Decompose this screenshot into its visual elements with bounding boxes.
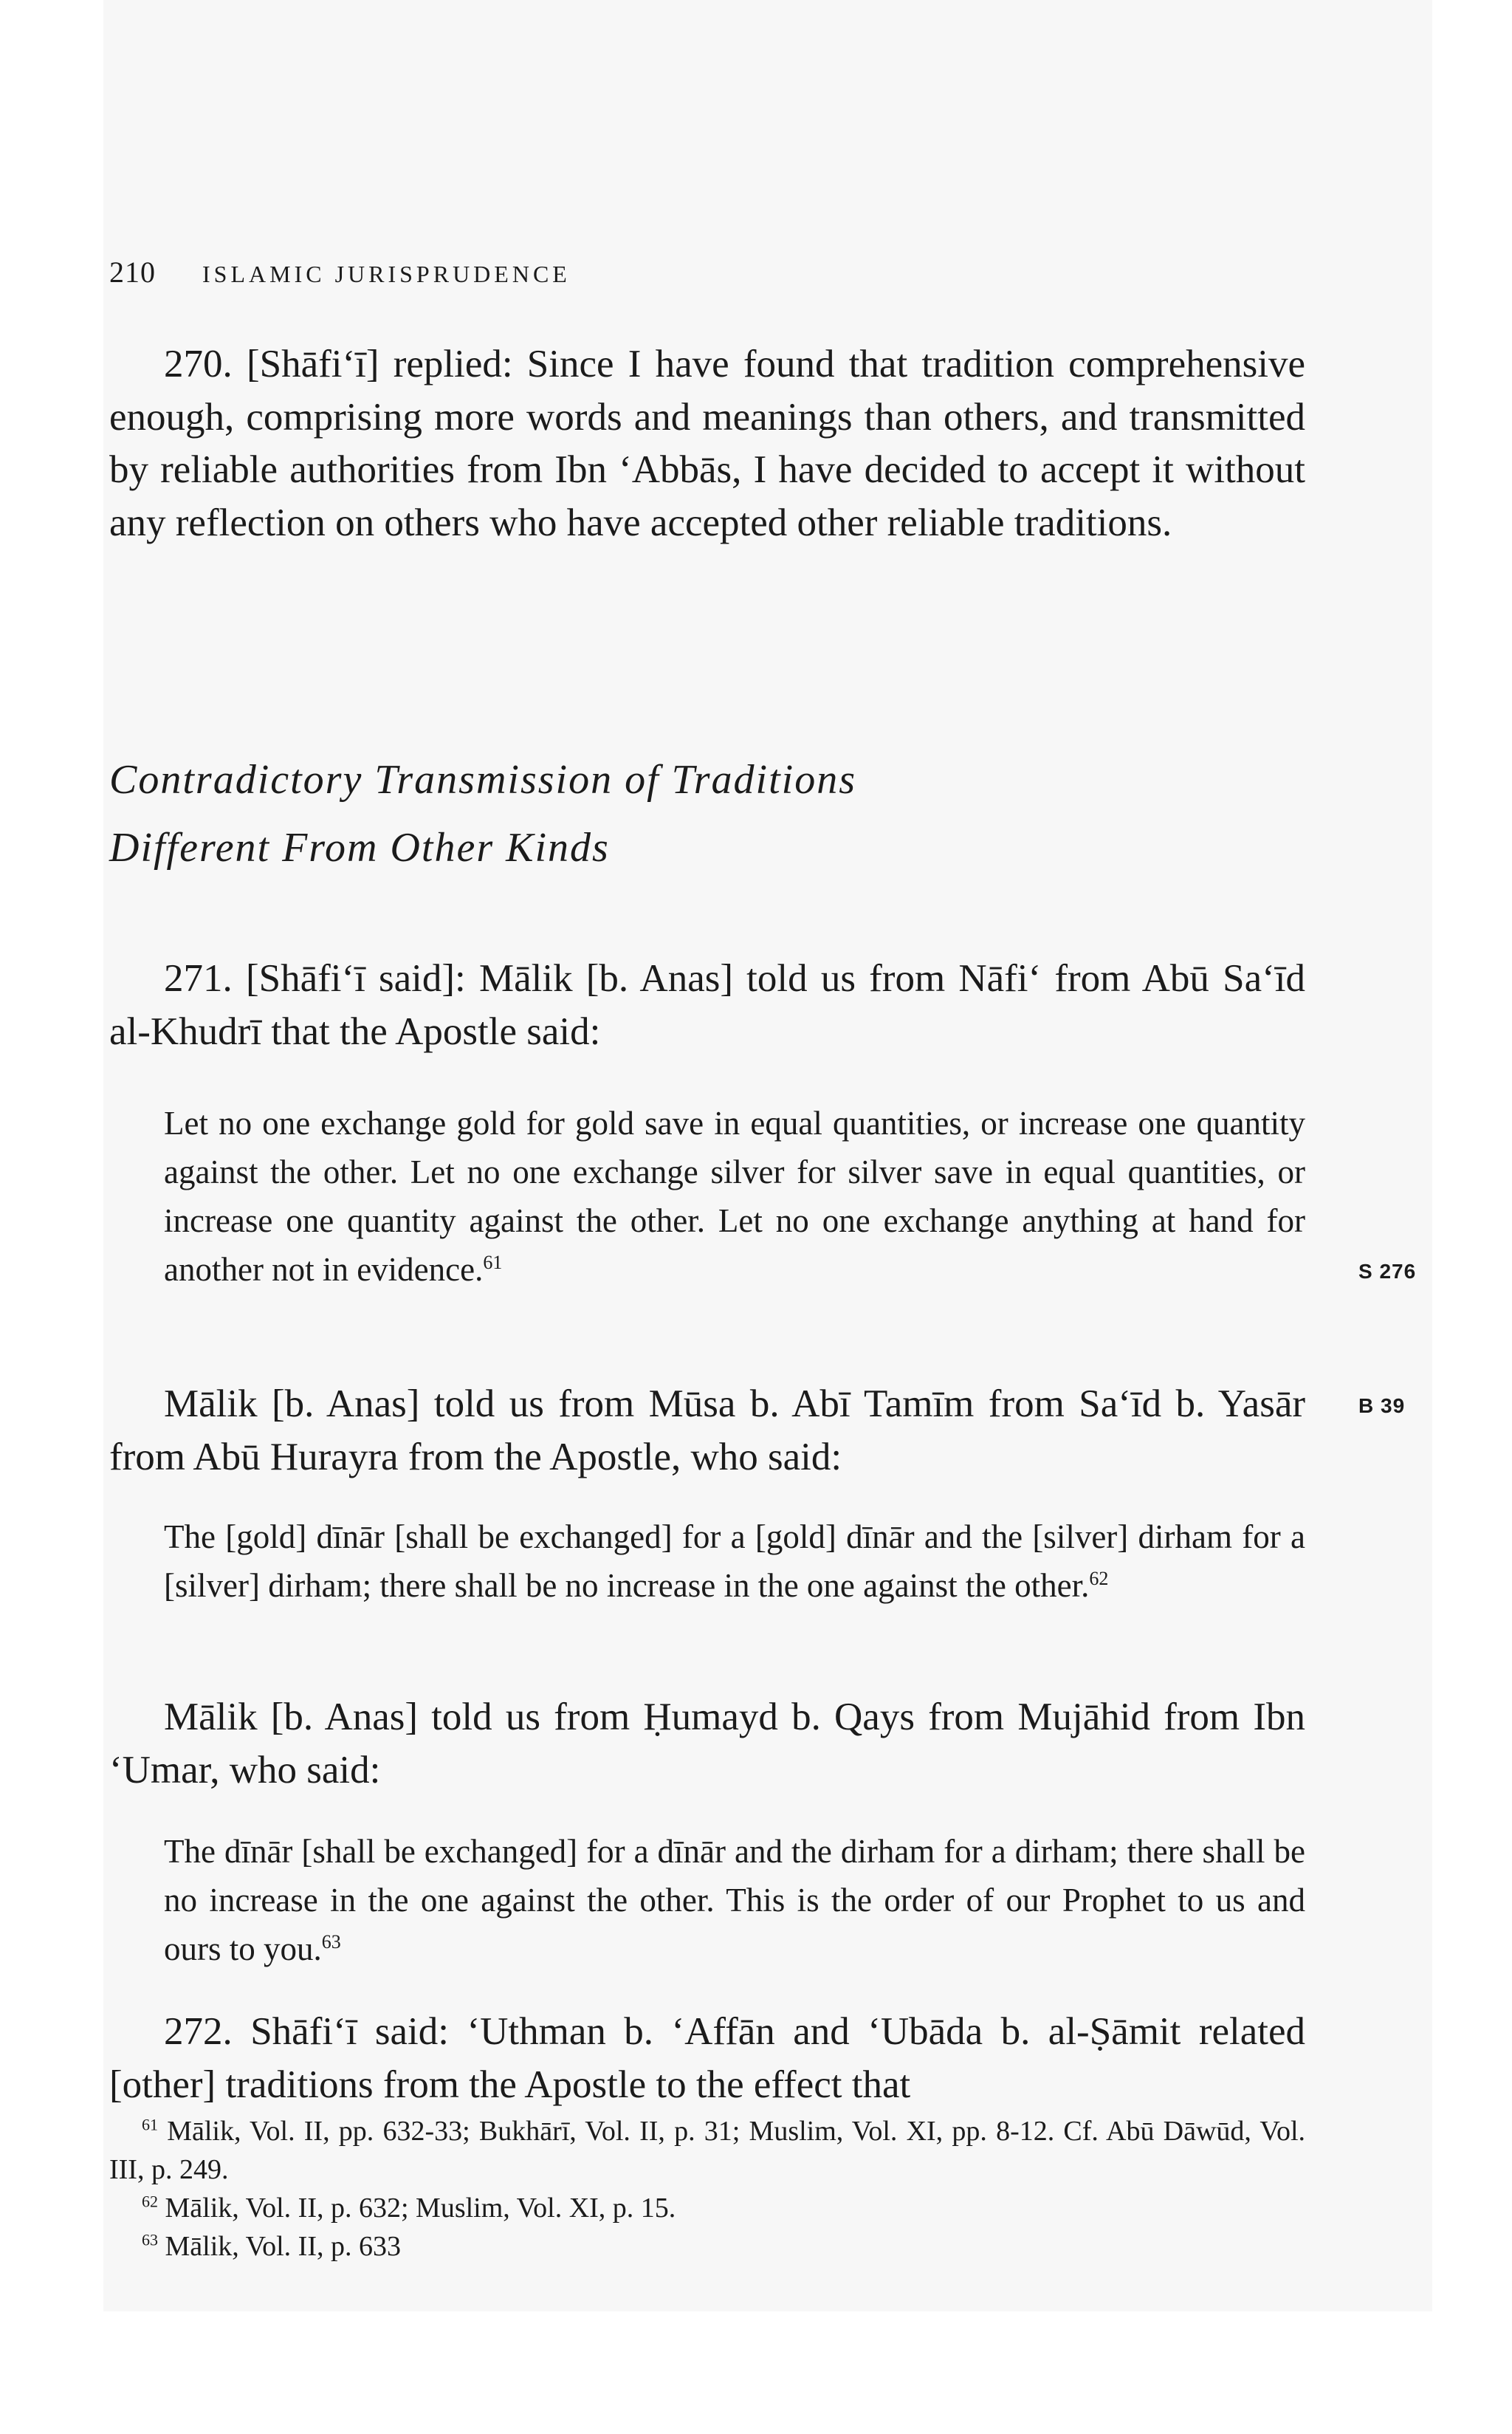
running-header (109, 255, 571, 289)
paragraph-malik-2-text: Mālik [b. Anas] told us from Mūsa b. Abī Tamīm from Sa‘īd b. Yasār from Abū Hurayra from the Apostle, who said: (109, 1382, 1305, 1478)
paragraph-270-text: 270. [Shāfi‘ī] replied: Since I have found that tradition comprehensive enough, comprising more words and meanings than others, and transmitted by reliable authorities from Ibn ‘Abbās, I have decided to accept it without any reflection on others who have accepted other reliable traditions. (109, 343, 1305, 544)
footnote-text: Mālik, Vol. II, p. 633 (165, 2231, 401, 2262)
quote-1 (164, 1099, 1305, 1294)
footnote-mark: 61 (142, 2115, 158, 2134)
paragraph-272 (109, 2006, 1305, 2111)
quote-2 (164, 1512, 1305, 1610)
footnote-mark: 62 (142, 2192, 158, 2211)
quote-3 (164, 1827, 1305, 1973)
footnote-62 (109, 2189, 1305, 2227)
footnote-mark: 63 (142, 2230, 158, 2249)
paragraph-malik-3 (109, 1691, 1305, 1797)
footnote-text: Mālik, Vol. II, p. 632; Muslim, Vol. XI, p. 15. (165, 2193, 676, 2224)
footnotes (109, 2112, 1305, 2266)
margin-ref-b39: B 39 (1358, 1394, 1406, 1417)
page-number: 210 (109, 256, 156, 289)
paragraph-malik-3-text: Mālik [b. Anas] told us from Ḥumayd b. Qays from Mujāhid from Ibn ‘Umar, who said: (109, 1696, 1305, 1792)
footnote-ref-61: 61 (483, 1252, 503, 1273)
section-heading (109, 746, 856, 882)
paragraph-270 (109, 338, 1305, 549)
quote-1-text: Let no one exchange gold for gold save in equal quantities, or increase one quantity against the other. Let no one exchange silver for silver save in equal quantities, or increase one quantity against the other. Let no one exchange anything at hand for another not in evidence. (164, 1105, 1305, 1288)
footnote-61 (109, 2112, 1305, 2189)
quote-3-text: The dīnār [shall be exchanged] for a dīnār and the dirham for a dirham; there shall be no increase in the one against the other. This is the order of our Prophet to us and ours to you. (164, 1833, 1305, 1967)
quote-2-text: The [gold] dīnār [shall be exchanged] for a [gold] dīnār and the [silver] dirham for a [silver] dirham; there shall be no increase in the one against the other. (164, 1518, 1305, 1604)
section-heading-line-2: Different From Other Kinds (109, 825, 610, 871)
margin-ref-s276: S 276 (1358, 1260, 1417, 1283)
paragraph-271 (109, 953, 1305, 1058)
paragraph-malik-2 (109, 1378, 1305, 1484)
footnote-ref-63: 63 (321, 1931, 341, 1953)
paragraph-271-text: 271. [Shāfi‘ī said]: Mālik [b. Anas] told us from Nāfi‘ from Abū Sa‘īd al-Khudrī that the Apostle said: (109, 957, 1305, 1053)
footnote-ref-62: 62 (1089, 1568, 1109, 1589)
footnote-63 (109, 2227, 1305, 2266)
section-heading-line-1: Contradictory Transmission of Traditions (109, 757, 856, 803)
running-title: ISLAMIC JURISPRUDENCE (202, 261, 571, 287)
footnote-text: Mālik, Vol. II, pp. 632-33; Bukhārī, Vol. II, p. 31; Muslim, Vol. XI, pp. 8-12. Cf. Abū Dāwūd, Vol. III, p. 249. (109, 2116, 1306, 2185)
paragraph-272-text: 272. Shāfi‘ī said: ‘Uthman b. ‘Affān and ‘Ubāda b. al-Ṣāmit related [other] traditions from the Apostle to the effect that (109, 2010, 1305, 2106)
